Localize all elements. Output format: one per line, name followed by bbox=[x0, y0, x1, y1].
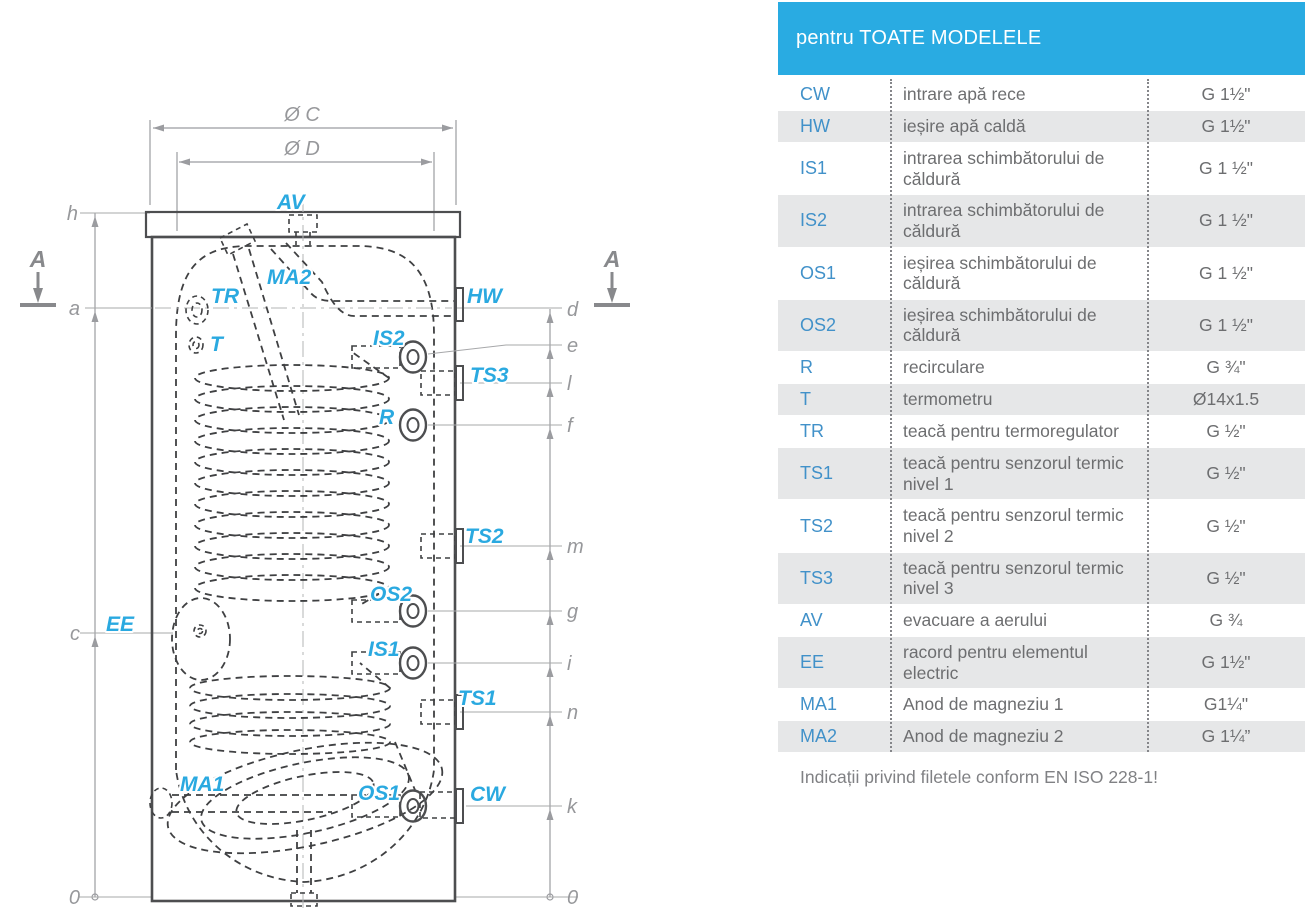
thermometer-well bbox=[189, 337, 203, 353]
port-size: G 1½" bbox=[1201, 116, 1251, 136]
anode-ma2 bbox=[220, 224, 299, 420]
table-rows bbox=[778, 79, 1305, 752]
svg-text:MA1: MA1 bbox=[180, 773, 225, 796]
port-description: ieșire apă caldă bbox=[903, 116, 1026, 137]
port-code: TS3 bbox=[800, 567, 834, 588]
table-row bbox=[778, 637, 1305, 688]
svg-text:Ø D: Ø D bbox=[284, 138, 320, 160]
port-code: IS2 bbox=[800, 210, 828, 231]
port-size: G ½" bbox=[1206, 421, 1246, 442]
port-size: G ¾ bbox=[1209, 609, 1243, 630]
port-description: intrarea schimbătorului de căldură bbox=[903, 148, 1105, 189]
svg-text:e: e bbox=[567, 335, 579, 357]
port-size: G ¾" bbox=[1206, 357, 1246, 378]
port-labels bbox=[106, 191, 509, 806]
port-description: Anod de magneziu 1 bbox=[903, 694, 1064, 715]
svg-text:IS1: IS1 bbox=[368, 638, 400, 661]
port-size: G 1½" bbox=[1201, 84, 1251, 104]
svg-text:g: g bbox=[567, 601, 579, 623]
svg-text:TS3: TS3 bbox=[470, 364, 509, 387]
port-size: G 1 ½" bbox=[1199, 210, 1253, 231]
table-row bbox=[778, 553, 1305, 604]
sensor-ts1 bbox=[421, 695, 463, 729]
svg-text:A: A bbox=[603, 246, 621, 272]
table-row bbox=[778, 111, 1305, 142]
table-row bbox=[778, 500, 1305, 551]
svg-text:CW: CW bbox=[470, 783, 505, 806]
table-row bbox=[778, 248, 1305, 299]
dimension-letters bbox=[67, 104, 584, 909]
column-divider bbox=[1147, 79, 1149, 752]
port-description: evacuare a aerului bbox=[903, 610, 1047, 631]
table-row bbox=[778, 384, 1305, 415]
svg-text:0: 0 bbox=[567, 887, 579, 909]
port-code: CW bbox=[800, 84, 830, 104]
svg-text:TS1: TS1 bbox=[458, 687, 497, 710]
port-size: G ½" bbox=[1206, 515, 1246, 536]
svg-text:TS2: TS2 bbox=[465, 525, 504, 548]
port-description: termometru bbox=[903, 389, 993, 410]
section-marker-left bbox=[20, 246, 56, 307]
svg-text:TR: TR bbox=[211, 285, 239, 308]
port-code: EE bbox=[800, 652, 825, 673]
port-code: OS1 bbox=[800, 262, 837, 283]
port-description: teacă pentru termoregulator bbox=[903, 421, 1119, 442]
port-size: Ø14x1.5 bbox=[1192, 389, 1260, 410]
port-code: TS2 bbox=[800, 515, 834, 536]
svg-text:OS2: OS2 bbox=[370, 583, 413, 606]
svg-text:f: f bbox=[567, 415, 573, 437]
drain-pipe bbox=[291, 830, 317, 906]
port-code: T bbox=[800, 389, 811, 410]
svg-text:i: i bbox=[567, 653, 572, 675]
table-row bbox=[778, 79, 1305, 110]
port-description: ieșirea schimbătorului de căldură bbox=[903, 304, 1097, 346]
svg-text:IS2: IS2 bbox=[373, 327, 405, 350]
port-description: teacă pentru senzorul termic nivel 1 bbox=[903, 453, 1124, 494]
table-row bbox=[778, 300, 1305, 351]
port-size: G 1 ½" bbox=[1199, 314, 1253, 335]
svg-text:OS1: OS1 bbox=[358, 782, 401, 805]
column-divider bbox=[890, 79, 892, 752]
svg-text:A: A bbox=[29, 246, 47, 272]
port-description: intrarea schimbătorului de căldură bbox=[903, 200, 1105, 241]
lower-coil bbox=[158, 663, 452, 874]
table-header-title: pentru TOATE MODELELE bbox=[796, 27, 1042, 49]
svg-text:HW: HW bbox=[467, 285, 502, 308]
port-code: AV bbox=[800, 609, 823, 630]
svg-text:n: n bbox=[567, 702, 579, 724]
port-size: G1¼" bbox=[1203, 694, 1249, 715]
svg-text:d: d bbox=[567, 299, 579, 321]
svg-text:R: R bbox=[379, 406, 395, 429]
port-code: IS1 bbox=[800, 158, 828, 179]
table-row bbox=[778, 416, 1305, 447]
port-description: ieșirea schimbătorului de căldură bbox=[903, 252, 1097, 294]
port-code: OS2 bbox=[800, 314, 837, 335]
port-code: HW bbox=[800, 116, 830, 136]
table-row bbox=[778, 352, 1305, 383]
port-size: G 1½" bbox=[1201, 652, 1251, 673]
svg-text:MA2: MA2 bbox=[267, 266, 312, 289]
port-description: intrare apă rece bbox=[903, 84, 1026, 105]
port-size: G 1 ½" bbox=[1199, 262, 1253, 283]
port-description: Anod de magneziu 2 bbox=[903, 726, 1064, 747]
svg-text:EE: EE bbox=[106, 613, 135, 636]
port-description: recirculare bbox=[903, 357, 985, 378]
svg-text:a: a bbox=[68, 298, 80, 320]
table-header bbox=[778, 2, 1305, 75]
table-row bbox=[778, 605, 1305, 636]
port-code: TS1 bbox=[800, 463, 834, 484]
port-size: G ½" bbox=[1206, 567, 1246, 588]
port-size: G ½" bbox=[1206, 463, 1246, 484]
table-row bbox=[778, 689, 1305, 720]
table-row bbox=[778, 143, 1305, 194]
svg-text:AV: AV bbox=[277, 191, 305, 214]
spec-table bbox=[778, 2, 1305, 788]
svg-text:0: 0 bbox=[68, 887, 80, 909]
table-row bbox=[778, 448, 1305, 499]
table-row bbox=[778, 721, 1305, 752]
section-marker-right bbox=[594, 246, 630, 307]
port-code: MA1 bbox=[800, 694, 838, 715]
port-description: teacă pentru senzorul termic nivel 2 bbox=[903, 505, 1124, 547]
port-r bbox=[400, 410, 426, 441]
port-description: racord pentru elementul electric bbox=[903, 641, 1088, 683]
sensor-ts3 bbox=[421, 366, 463, 400]
port-size: G 1¼” bbox=[1201, 726, 1251, 747]
svg-text:Ø C: Ø C bbox=[284, 104, 320, 126]
port-size: G 1 ½" bbox=[1199, 158, 1253, 179]
ee-flange bbox=[172, 598, 230, 680]
port-code: R bbox=[800, 357, 813, 378]
svg-text:l: l bbox=[567, 373, 572, 395]
sensor-ts2 bbox=[421, 529, 463, 563]
tr-well bbox=[186, 296, 208, 324]
svg-text:k: k bbox=[567, 796, 577, 818]
port-description: teacă pentru senzorul termic nivel 3 bbox=[903, 557, 1124, 599]
svg-text:m: m bbox=[567, 536, 584, 558]
thread-note: Indicații privind filetele conform EN ISO 228-1! bbox=[800, 767, 1158, 788]
svg-text:h: h bbox=[66, 203, 78, 225]
svg-text:c: c bbox=[70, 623, 80, 645]
port-code: MA2 bbox=[800, 726, 838, 747]
table-row bbox=[778, 195, 1305, 246]
port-code: TR bbox=[800, 421, 824, 442]
svg-text:T: T bbox=[210, 333, 223, 356]
